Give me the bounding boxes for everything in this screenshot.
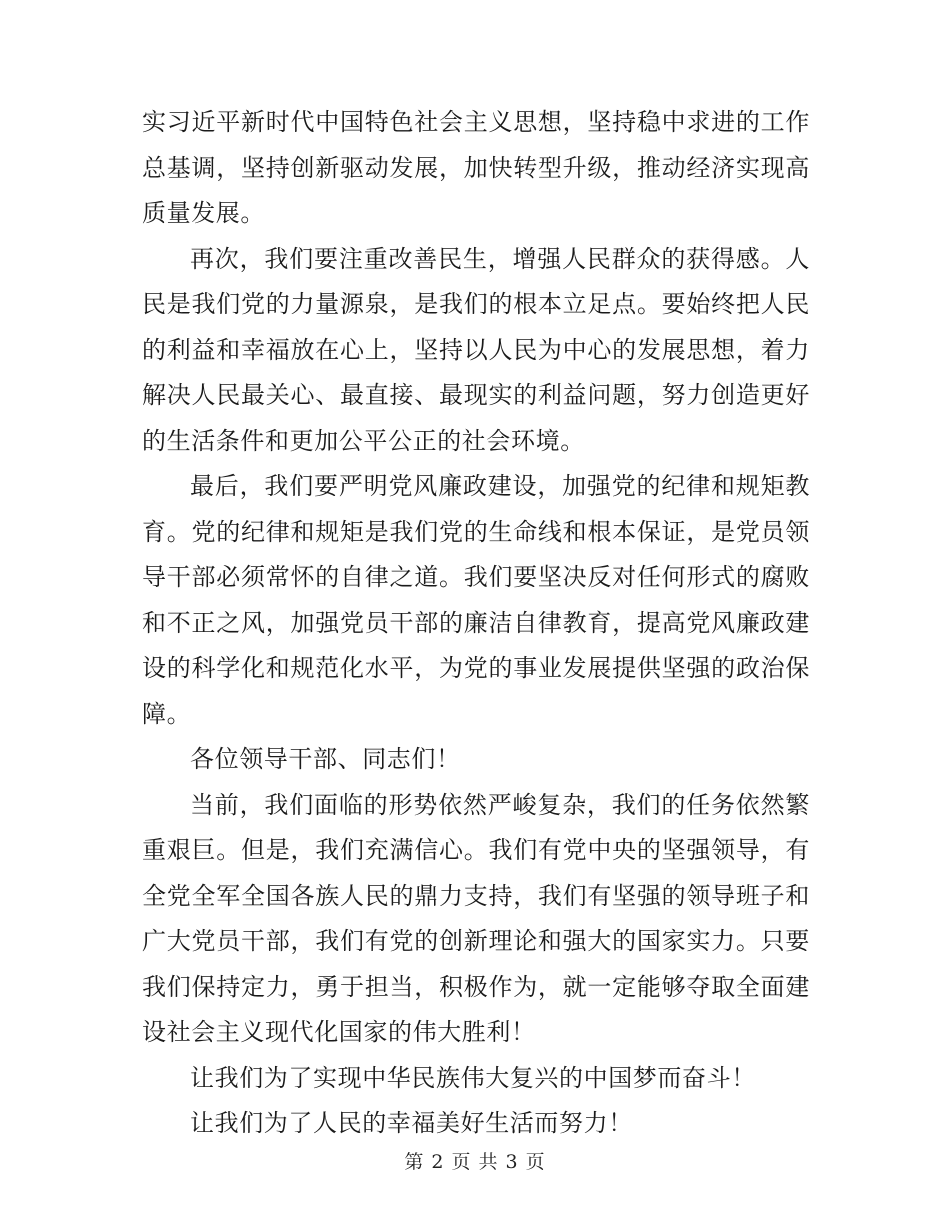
document-body — [142, 100, 810, 1147]
paragraph-closing-call-2: 让我们为了人民的幸福美好生活而努力！ — [190, 1109, 633, 1137]
paragraph-closing-call-1: 让我们为了实现中华民族伟大复兴的中国梦而奋斗！ — [190, 1063, 756, 1092]
paragraph-continuation: 实习近平新时代中国特色社会主义思想，坚持稳中求进的工作总基调，坚持创新驱动发展，加快转型升级，推动经济实现高质量发展。 — [142, 108, 810, 227]
paragraph-current-situation: 当前，我们面临的形势依然严峻复杂，我们的任务依然繁重艰巨。但是，我们充满信心。我们有党中央的坚强领导，有全党全军全国各族人民的鼎力支持，我们有坚强的领导班子和广大党员干部，我们有党的创新理论和强大的国家实力。只要我们保持定力，勇于担当，积极作为，就一定能够夺取全面建设社会主义现代化国家的伟大胜利！ — [142, 790, 810, 1046]
paragraph-livelihood: 再次，我们要注重改善民生，增强人民群众的获得感。人民是我们党的力量源泉，是我们的根本立足点。要始终把人民的利益和幸福放在心上，坚持以人民为中心的发展思想，着力解决人民最关心、最直接、最现实的利益问题，努力创造更好的生活条件和更加公平公正的社会环境。 — [142, 244, 810, 455]
page-number-footer: 第 2 页 共 3 页 — [404, 1151, 546, 1173]
paragraph-salutation: 各位领导干部、同志们！ — [190, 745, 461, 773]
paragraph-party-discipline: 最后，我们要严明党风廉政建设，加强党的纪律和规矩教育。党的纪律和规矩是我们党的生命线和根本保证，是党员领导干部必须常怀的自律之道。我们要坚决反对任何形式的腐败和不正之风，加强党员干部的廉洁自律教育，提高党风廉政建设的科学化和规范化水平，为党的事业发展提供坚强的政治保障。 — [142, 472, 810, 728]
